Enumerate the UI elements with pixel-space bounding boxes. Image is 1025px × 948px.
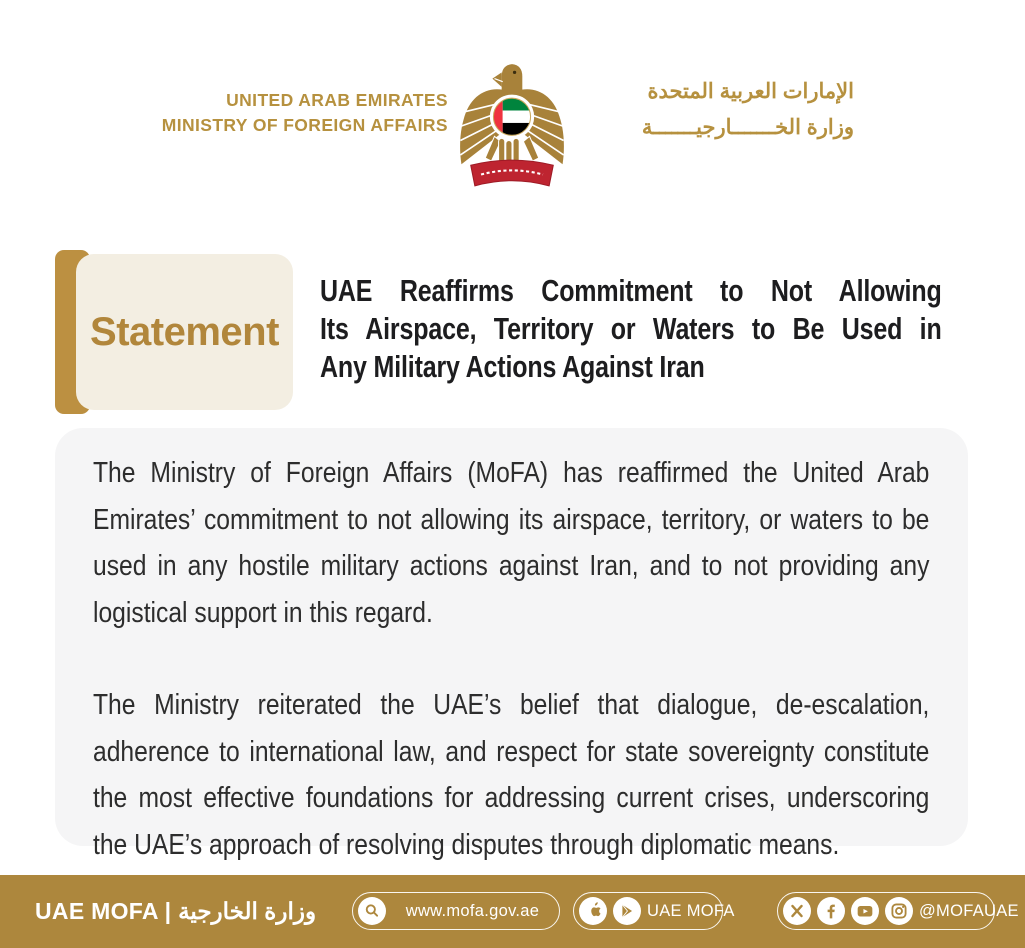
org-en-line1: UNITED ARAB EMIRATES [226, 90, 448, 110]
org-en-line2: MINISTRY OF FOREIGN AFFAIRS [161, 115, 448, 135]
headline-line: Its Airspace, Territory or Waters to Be Used in [320, 312, 942, 346]
google-play-icon[interactable] [613, 897, 641, 925]
statement-label: Statement [90, 309, 279, 354]
instagram-icon[interactable] [885, 897, 913, 925]
apple-icon[interactable] [579, 897, 607, 925]
facebook-icon[interactable] [817, 897, 845, 925]
website-url[interactable]: www.mofa.gov.ae [405, 901, 540, 920]
search-icon[interactable] [358, 897, 386, 925]
ministry-name-arabic [572, 74, 854, 146]
social-pill[interactable] [777, 892, 1019, 930]
statement-body-panel [55, 428, 968, 861]
statement-badge [76, 254, 293, 410]
apps-label[interactable]: UAE MOFA [647, 901, 735, 920]
social-handle[interactable]: @MOFAUAE [919, 901, 1019, 920]
headline-line: UAE Reaffirms Commitment to Not Allowing [320, 274, 942, 308]
footer-bar [0, 875, 1025, 948]
x-icon[interactable] [783, 897, 811, 925]
youtube-icon[interactable] [851, 897, 879, 925]
app-stores-pill[interactable] [573, 892, 735, 930]
org-ar-line1: الإمارات العربية المتحدة [647, 80, 854, 103]
ministry-name-english [150, 88, 448, 138]
org-ar-line2: وزارة الخـــــــارجيـــــــة [641, 116, 854, 139]
website-pill[interactable] [352, 892, 560, 930]
body-paragraph-2: The Ministry reiterated the UAE’s belief that dialogue, de-escalation, adherence to international law, and respect for state sovereignty constitute the most effective foundations for addressing current crises, underscoring the UAE’s approach of resolving disputes through diplomatic means. [93, 689, 930, 861]
statement-headline [320, 272, 942, 386]
uae-coat-of-arms-icon [452, 60, 572, 190]
headline-line: Any Military Actions Against Iran [320, 350, 705, 384]
footer-brand: UAE MOFA | وزارة الخارجية [35, 898, 317, 924]
body-paragraph-1: The Ministry of Foreign Affairs (MoFA) has reaffirmed the United Arab Emirates’ commitment to not allowing its airspace, territory, or waters to be used in any hostile military actions against Iran, and to not providing any logistical support in this regard. [93, 457, 930, 629]
